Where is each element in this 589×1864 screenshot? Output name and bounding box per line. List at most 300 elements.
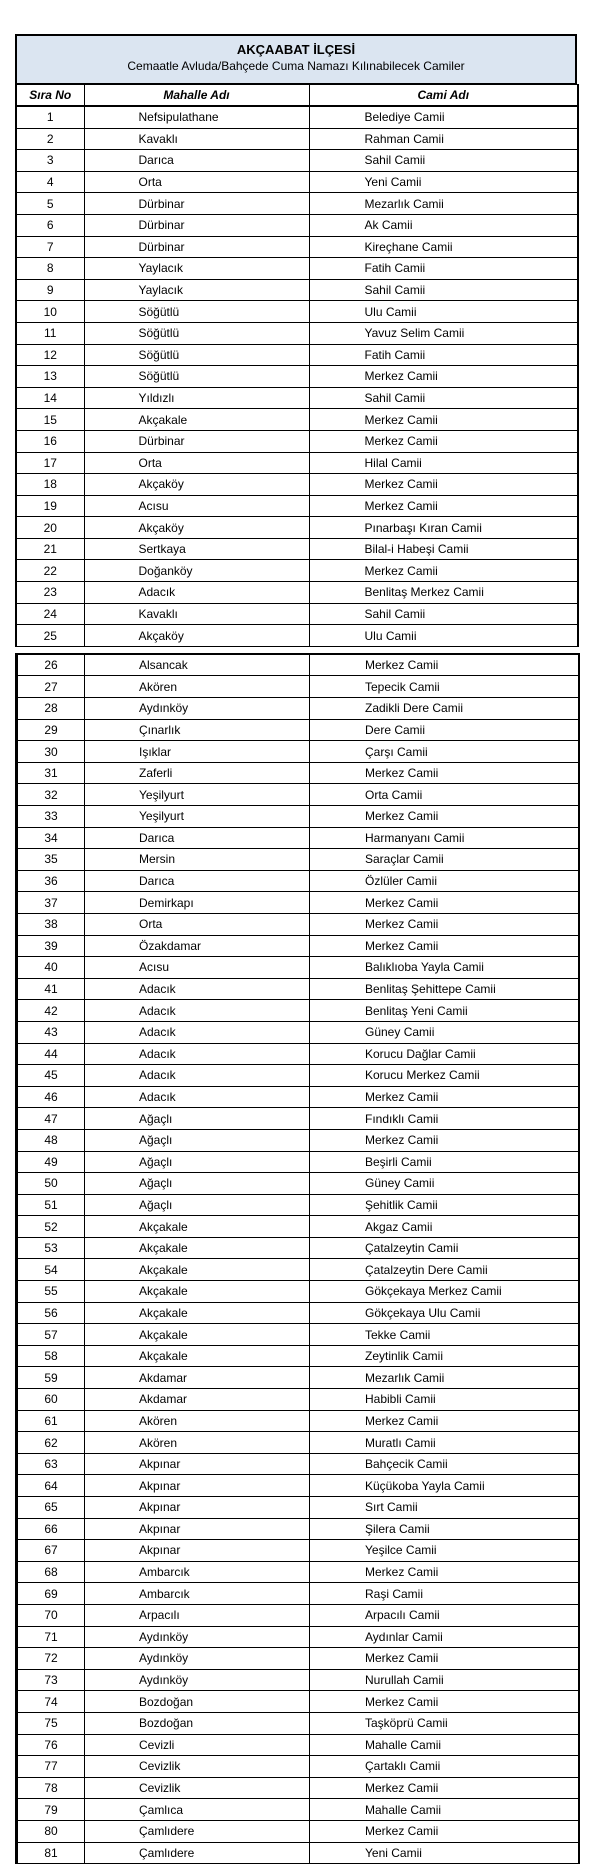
mahalle-name: Aydınköy [85, 1648, 310, 1670]
row-number: 29 [17, 719, 85, 741]
mahalle-name: Akçakale [85, 1324, 310, 1346]
row-number: 72 [17, 1648, 85, 1670]
mahalle-name: Akören [85, 1432, 310, 1454]
row-number: 43 [17, 1021, 85, 1043]
cami-name: Benlitaş Yeni Camii [310, 1000, 579, 1022]
cami-name: Tekke Camii [310, 1324, 579, 1346]
row-number: 26 [17, 654, 85, 676]
column-header-no: Sıra No [16, 85, 84, 107]
row-number: 6 [16, 214, 84, 236]
cami-name: Balıklıoba Yayla Camii [310, 957, 579, 979]
mahalle-name: Akören [85, 1410, 310, 1432]
row-number: 62 [17, 1432, 85, 1454]
cami-name: Özlüler Camii [310, 870, 579, 892]
cami-name: Mezarlık Camii [310, 1367, 579, 1389]
row-number: 17 [16, 452, 84, 474]
mahalle-name: Yeşilyurt [85, 806, 310, 828]
cami-name: Merkez Camii [309, 560, 578, 582]
table-row [17, 762, 579, 784]
mahalle-name: Darıca [84, 150, 309, 172]
cami-name: Ak Camii [309, 214, 578, 236]
row-number: 67 [17, 1540, 85, 1562]
table-row [17, 935, 579, 957]
row-number: 75 [17, 1712, 85, 1734]
mahalle-name: Aydınköy [85, 698, 310, 720]
table-row [17, 1194, 579, 1216]
row-number: 60 [17, 1389, 85, 1411]
row-number: 10 [16, 301, 84, 323]
row-number: 4 [16, 171, 84, 193]
table-row [17, 1345, 579, 1367]
table-header-row [16, 85, 578, 107]
mahalle-name: Akçakale [85, 1281, 310, 1303]
mahalle-name: Adacık [85, 1086, 310, 1108]
cami-name: Sahil Camii [309, 603, 578, 625]
cami-name: Kireçhane Camii [309, 236, 578, 258]
mahalle-name: Zaferli [85, 762, 310, 784]
table-row [17, 1777, 579, 1799]
cami-name: Güney Camii [310, 1173, 579, 1195]
row-number: 3 [16, 150, 84, 172]
cami-name: Yavuz Selim Camii [309, 322, 578, 344]
mahalle-name: Cevizlik [85, 1756, 310, 1778]
row-number: 32 [17, 784, 85, 806]
cami-name: Rahman Camii [309, 128, 578, 150]
table-row [17, 913, 579, 935]
table-row [16, 279, 578, 301]
table-row [17, 741, 579, 763]
row-number: 8 [16, 258, 84, 280]
table-row [17, 1043, 579, 1065]
row-number: 66 [17, 1518, 85, 1540]
table-row [17, 1259, 579, 1281]
column-header-cami: Cami Adı [309, 85, 578, 107]
cami-name: Mahalle Camii [310, 1734, 579, 1756]
mahalle-name: Akören [85, 676, 310, 698]
row-number: 69 [17, 1583, 85, 1605]
table-row [16, 106, 578, 128]
row-number: 42 [17, 1000, 85, 1022]
table-row [17, 1432, 579, 1454]
row-number: 61 [17, 1410, 85, 1432]
table-row [16, 171, 578, 193]
mahalle-name: Adacık [85, 1021, 310, 1043]
mahalle-name: Dürbinar [84, 430, 309, 452]
cami-name: Merkez Camii [310, 1561, 579, 1583]
cami-name: Raşi Camii [310, 1583, 579, 1605]
cami-name: Sahil Camii [309, 150, 578, 172]
row-number: 31 [17, 762, 85, 784]
table-row [16, 214, 578, 236]
row-number: 21 [16, 538, 84, 560]
cami-name: Dere Camii [310, 719, 579, 741]
cami-name: Ulu Camii [309, 625, 578, 647]
table-row [17, 1540, 579, 1562]
table-row [17, 676, 579, 698]
mahalle-name: Yaylacık [84, 279, 309, 301]
table-row [17, 1389, 579, 1411]
row-number: 63 [17, 1453, 85, 1475]
table-row [17, 1712, 579, 1734]
mahalle-name: Ağaçlı [85, 1151, 310, 1173]
cami-name: Orta Camii [310, 784, 579, 806]
mosque-table-part-2 [15, 653, 580, 1864]
row-number: 76 [17, 1734, 85, 1756]
table-row [17, 698, 579, 720]
row-number: 78 [17, 1777, 85, 1799]
table-row [17, 1000, 579, 1022]
mahalle-name: Mersin [85, 849, 310, 871]
mahalle-name: Nefsipulathane [84, 106, 309, 128]
mahalle-name: Darıca [85, 827, 310, 849]
cami-name: Yeni Camii [309, 171, 578, 193]
cami-name: Belediye Camii [309, 106, 578, 128]
table-row [17, 1669, 579, 1691]
cami-name: Mahalle Camii [310, 1799, 579, 1821]
row-number: 14 [16, 387, 84, 409]
row-number: 81 [17, 1842, 85, 1864]
cami-name: Zadikli Dere Camii [310, 698, 579, 720]
table-row [16, 603, 578, 625]
cami-name: Saraçlar Camii [310, 849, 579, 871]
row-number: 68 [17, 1561, 85, 1583]
table-row [16, 517, 578, 539]
table-row [16, 366, 578, 388]
mahalle-name: Aydınköy [85, 1626, 310, 1648]
cami-name: Gökçekaya Ulu Camii [310, 1302, 579, 1324]
mahalle-name: Akçaköy [84, 625, 309, 647]
mahalle-name: Bozdoğan [85, 1712, 310, 1734]
cami-name: Gökçekaya Merkez Camii [310, 1281, 579, 1303]
table-row [17, 849, 579, 871]
table-row [16, 409, 578, 431]
cami-name: Sırt Camii [310, 1497, 579, 1519]
cami-name: Korucu Dağlar Camii [310, 1043, 579, 1065]
cami-name: Merkez Camii [309, 430, 578, 452]
table-row [17, 1086, 579, 1108]
table-row [17, 1820, 579, 1842]
mahalle-name: Dürbinar [84, 193, 309, 215]
row-number: 7 [16, 236, 84, 258]
row-number: 41 [17, 978, 85, 1000]
row-number: 38 [17, 913, 85, 935]
cami-name: Zeytinlik Camii [310, 1345, 579, 1367]
mahalle-name: Adacık [85, 1065, 310, 1087]
cami-name: Fatih Camii [309, 258, 578, 280]
cami-name: Merkez Camii [310, 654, 579, 676]
row-number: 71 [17, 1626, 85, 1648]
table-row [17, 1604, 579, 1626]
mosque-table-part-1 [15, 84, 579, 647]
mahalle-name: Akçakale [85, 1345, 310, 1367]
mahalle-name: Arpacılı [85, 1604, 310, 1626]
cami-name: Merkez Camii [309, 474, 578, 496]
mahalle-name: Ağaçlı [85, 1194, 310, 1216]
row-number: 51 [17, 1194, 85, 1216]
cami-name: Merkez Camii [310, 1129, 579, 1151]
table-row [17, 1108, 579, 1130]
table-row [16, 452, 578, 474]
cami-name: Harmanyanı Camii [310, 827, 579, 849]
cami-name: Şilera Camii [310, 1518, 579, 1540]
page-subtitle: Cemaatle Avluda/Bahçede Cuma Namazı Kılınabilecek Camiler [127, 59, 465, 73]
mahalle-name: Akpınar [85, 1497, 310, 1519]
row-number: 19 [16, 495, 84, 517]
table-row [16, 193, 578, 215]
mahalle-name: Alsancak [85, 654, 310, 676]
row-number: 25 [16, 625, 84, 647]
row-number: 35 [17, 849, 85, 871]
mahalle-name: Akpınar [85, 1540, 310, 1562]
mahalle-name: Yaylacık [84, 258, 309, 280]
table-row [16, 474, 578, 496]
mahalle-name: Akçakale [84, 409, 309, 431]
mahalle-name: Akçakale [85, 1259, 310, 1281]
table-row [17, 1583, 579, 1605]
cami-name: Hilal Camii [309, 452, 578, 474]
mahalle-name: Cevizlik [85, 1777, 310, 1799]
mahalle-name: Bozdoğan [85, 1691, 310, 1713]
mahalle-name: Kavaklı [84, 128, 309, 150]
cami-name: Merkez Camii [310, 1648, 579, 1670]
title-box [15, 34, 577, 84]
row-number: 77 [17, 1756, 85, 1778]
row-number: 47 [17, 1108, 85, 1130]
cami-name: Arpacılı Camii [310, 1604, 579, 1626]
table-row [17, 1151, 579, 1173]
mahalle-name: Çamlıdere [85, 1842, 310, 1864]
cami-name: Merkez Camii [310, 1820, 579, 1842]
mahalle-name: Acısu [85, 957, 310, 979]
mahalle-name: Ağaçlı [85, 1108, 310, 1130]
mahalle-name: Adacık [84, 582, 309, 604]
mahalle-name: Orta [85, 913, 310, 935]
table-row [17, 1410, 579, 1432]
row-number: 39 [17, 935, 85, 957]
mahalle-name: Akçakale [85, 1302, 310, 1324]
table-row [17, 654, 579, 676]
table-row [17, 1281, 579, 1303]
table-row [17, 1302, 579, 1324]
document-page [15, 34, 577, 1864]
row-number: 49 [17, 1151, 85, 1173]
row-number: 30 [17, 741, 85, 763]
row-number: 15 [16, 409, 84, 431]
row-number: 28 [17, 698, 85, 720]
table-row [17, 1324, 579, 1346]
cami-name: Çartaklı Camii [310, 1756, 579, 1778]
mahalle-name: Kavaklı [84, 603, 309, 625]
row-number: 64 [17, 1475, 85, 1497]
table-row [17, 806, 579, 828]
row-number: 33 [17, 806, 85, 828]
row-number: 46 [17, 1086, 85, 1108]
mahalle-name: Demirkapı [85, 892, 310, 914]
mahalle-name: Özakdamar [85, 935, 310, 957]
row-number: 9 [16, 279, 84, 301]
cami-name: Bilal-i Habeşi Camii [309, 538, 578, 560]
cami-name: Nurullah Camii [310, 1669, 579, 1691]
cami-name: Benlitaş Merkez Camii [309, 582, 578, 604]
table-row [17, 1518, 579, 1540]
cami-name: Habibli Camii [310, 1389, 579, 1411]
cami-name: Merkez Camii [310, 892, 579, 914]
row-number: 1 [16, 106, 84, 128]
mahalle-name: Acısu [84, 495, 309, 517]
table-row [17, 957, 579, 979]
cami-name: Merkez Camii [310, 913, 579, 935]
mahalle-name: Çamlıca [85, 1799, 310, 1821]
mahalle-name: Adacık [85, 1000, 310, 1022]
cami-name: Merkez Camii [310, 1777, 579, 1799]
cami-name: Pınarbaşı Kıran Camii [309, 517, 578, 539]
row-number: 52 [17, 1216, 85, 1238]
table-row [16, 258, 578, 280]
table-row [17, 1734, 579, 1756]
row-number: 58 [17, 1345, 85, 1367]
table-row [17, 1799, 579, 1821]
cami-name: Benlitaş Şehittepe Camii [310, 978, 579, 1000]
column-header-mahalle: Mahalle Adı [84, 85, 309, 107]
mahalle-name: Cevizli [85, 1734, 310, 1756]
mahalle-name: Ambarcık [85, 1561, 310, 1583]
row-number: 57 [17, 1324, 85, 1346]
mahalle-name: Ambarcık [85, 1583, 310, 1605]
row-number: 34 [17, 827, 85, 849]
table-row [17, 1497, 579, 1519]
mahalle-name: Akdamar [85, 1367, 310, 1389]
row-number: 27 [17, 676, 85, 698]
cami-name: Merkez Camii [310, 762, 579, 784]
cami-name: Çarşı Camii [310, 741, 579, 763]
row-number: 73 [17, 1669, 85, 1691]
cami-name: Ulu Camii [309, 301, 578, 323]
table-row [17, 1648, 579, 1670]
mahalle-name: Akpınar [85, 1475, 310, 1497]
cami-name: Çatalzeytin Dere Camii [310, 1259, 579, 1281]
table-row [17, 1129, 579, 1151]
row-number: 56 [17, 1302, 85, 1324]
table-row [17, 1065, 579, 1087]
row-number: 2 [16, 128, 84, 150]
row-number: 54 [17, 1259, 85, 1281]
row-number: 55 [17, 1281, 85, 1303]
table-row [17, 784, 579, 806]
cami-name: Merkez Camii [310, 935, 579, 957]
row-number: 37 [17, 892, 85, 914]
mahalle-name: Akdamar [85, 1389, 310, 1411]
cami-name: Aydınlar Camii [310, 1626, 579, 1648]
row-number: 48 [17, 1129, 85, 1151]
mahalle-name: Doğanköy [84, 560, 309, 582]
row-number: 70 [17, 1604, 85, 1626]
table-row [17, 719, 579, 741]
mahalle-name: Akpınar [85, 1453, 310, 1475]
cami-name: Muratlı Camii [310, 1432, 579, 1454]
table-row [17, 978, 579, 1000]
row-number: 79 [17, 1799, 85, 1821]
mahalle-name: Söğütlü [84, 366, 309, 388]
row-number: 80 [17, 1820, 85, 1842]
cami-name: Beşirli Camii [310, 1151, 579, 1173]
cami-name: Sahil Camii [309, 279, 578, 301]
table-row [17, 1475, 579, 1497]
mahalle-name: Söğütlü [84, 322, 309, 344]
cami-name: Güney Camii [310, 1021, 579, 1043]
table-row [17, 1626, 579, 1648]
table-row [16, 387, 578, 409]
row-number: 53 [17, 1237, 85, 1259]
row-number: 23 [16, 582, 84, 604]
mahalle-name: Dürbinar [84, 214, 309, 236]
table-row [16, 582, 578, 604]
table-row [17, 870, 579, 892]
mahalle-name: Akçaköy [84, 517, 309, 539]
cami-name: Mezarlık Camii [309, 193, 578, 215]
mahalle-name: Yıldızlı [84, 387, 309, 409]
row-number: 24 [16, 603, 84, 625]
row-number: 50 [17, 1173, 85, 1195]
table-row [16, 625, 578, 647]
row-number: 59 [17, 1367, 85, 1389]
mahalle-name: Söğütlü [84, 301, 309, 323]
table-row [16, 301, 578, 323]
cami-name: Yeşilce Camii [310, 1540, 579, 1562]
table-row [16, 538, 578, 560]
table-row [16, 322, 578, 344]
cami-name: Merkez Camii [310, 806, 579, 828]
table-row [17, 1453, 579, 1475]
row-number: 12 [16, 344, 84, 366]
table-row [17, 1173, 579, 1195]
page-title: AKÇAABAT İLÇESİ [236, 42, 356, 57]
mahalle-name: Söğütlü [84, 344, 309, 366]
mahalle-name: Işıklar [85, 741, 310, 763]
table-row [17, 1561, 579, 1583]
mahalle-name: Adacık [85, 1043, 310, 1065]
table-row [16, 236, 578, 258]
table-row [17, 1237, 579, 1259]
cami-name: Bahçecik Camii [310, 1453, 579, 1475]
table-row [16, 495, 578, 517]
mahalle-name: Aydınköy [85, 1669, 310, 1691]
table-row [17, 827, 579, 849]
mahalle-name: Dürbinar [84, 236, 309, 258]
table-row [16, 560, 578, 582]
table-row [16, 344, 578, 366]
row-number: 5 [16, 193, 84, 215]
mahalle-name: Ağaçlı [85, 1129, 310, 1151]
cami-name: Sahil Camii [309, 387, 578, 409]
table-row [17, 1691, 579, 1713]
row-number: 65 [17, 1497, 85, 1519]
cami-name: Küçükoba Yayla Camii [310, 1475, 579, 1497]
mahalle-name: Çınarlık [85, 719, 310, 741]
table-row [16, 150, 578, 172]
row-number: 16 [16, 430, 84, 452]
table-row [17, 1216, 579, 1238]
cami-name: Fındıklı Camii [310, 1108, 579, 1130]
mahalle-name: Akçakale [85, 1237, 310, 1259]
table-row [16, 430, 578, 452]
mahalle-name: Akpınar [85, 1518, 310, 1540]
row-number: 45 [17, 1065, 85, 1087]
row-number: 40 [17, 957, 85, 979]
mahalle-name: Orta [84, 171, 309, 193]
row-number: 22 [16, 560, 84, 582]
table-row [17, 892, 579, 914]
table-row [16, 128, 578, 150]
